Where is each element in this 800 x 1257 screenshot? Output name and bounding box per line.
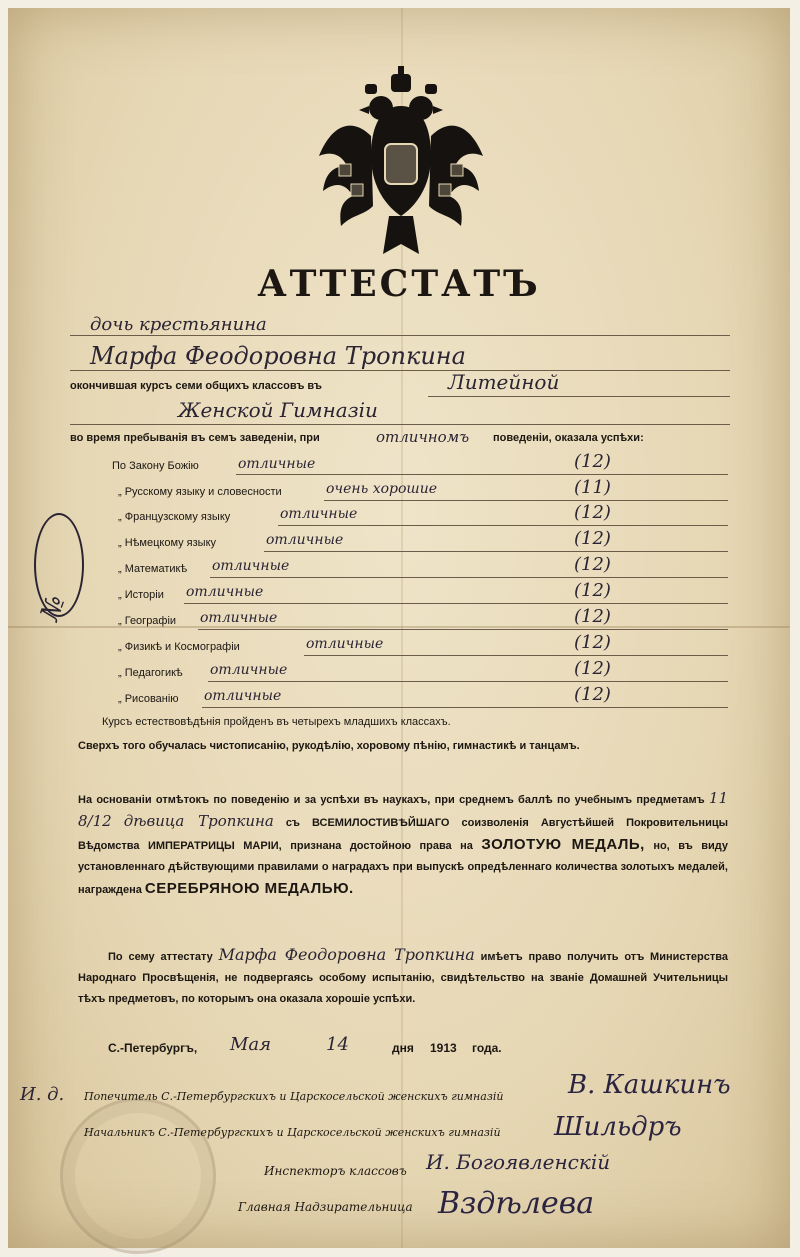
grade-mark: (12) <box>574 502 611 523</box>
signature: Вздѣлева <box>438 1186 595 1221</box>
rule-line <box>428 396 730 397</box>
natural-science-note: Курсъ естествовѣдѣнія пройденъ въ четырехъ младшихъ классахъ. <box>102 716 451 728</box>
grade-word: отличные <box>238 456 316 472</box>
signature-title: Начальникъ С.-Петербургскихъ и Царскосельской женскихъ гимназій <box>84 1126 501 1139</box>
subject-label: „ Французскому языку <box>118 511 231 523</box>
grade-mark: (12) <box>574 632 611 653</box>
double-headed-eagle-emblem <box>311 66 491 266</box>
rule-line <box>210 577 728 578</box>
date-month: Мая <box>230 1034 272 1055</box>
certificate-title: АТТЕСТАТЪ <box>257 263 541 305</box>
silver-medal-text: СЕРЕБРЯНОЮ МЕДАЛЬЮ. <box>144 880 354 897</box>
basis-text-part2: съ ВСЕМИЛОСТИВѢЙШАГО соизволенія Августѣйшей Покровительницы Вѣдомства ИМПЕРАТРИЦЫ МАРІИ, признана достойною права на <box>78 817 728 852</box>
rule-line <box>264 551 728 552</box>
grade-mark: (12) <box>574 684 611 705</box>
student-surname-inline: дѣвица Тропкина <box>123 812 274 830</box>
rule-line <box>70 335 730 336</box>
date-day: 14 <box>326 1034 349 1055</box>
rule-line <box>70 424 730 425</box>
basis-paragraph <box>78 788 728 901</box>
number-sign: № <box>35 591 72 625</box>
grade-mark: (12) <box>574 451 611 472</box>
rule-line <box>324 500 728 501</box>
rule-line <box>184 603 728 604</box>
date-year-word: года. <box>472 1041 502 1055</box>
subject-label: „ Исторіи <box>118 589 164 601</box>
cert-text: имѣетъ право получить отъ Министерства Народнаго Просвѣщенія, не подвергаясь особому испытанію, свидѣтельство на званіе Домашней Учительницы тѣхъ предметовъ, по которымъ она оказала хорошіе успѣхи. <box>78 951 728 1005</box>
rule-line <box>70 370 730 371</box>
rule-line <box>202 707 728 708</box>
grade-word: отличные <box>204 688 282 704</box>
grade-mark: (12) <box>574 580 611 601</box>
grade-word: отличные <box>280 506 358 522</box>
rule-line <box>208 681 728 682</box>
course-text: окончившая курсъ семи общихъ классовъ въ <box>70 380 322 392</box>
signature-title: Главная Надзирательница <box>238 1200 413 1214</box>
grade-word: отличные <box>200 610 278 626</box>
grade-word: очень хорошие <box>326 481 437 497</box>
rule-line <box>304 655 728 656</box>
school-name-line2: Женской Гимназіи <box>178 398 378 422</box>
cert-prefix: По сему аттестату <box>108 951 213 963</box>
date-day-word: дня <box>392 1041 414 1055</box>
subject-label: „ Русскому языку и словесности <box>118 486 282 498</box>
gold-medal-text: ЗОЛОТУЮ МЕДАЛЬ, <box>481 836 645 853</box>
grade-mark: (12) <box>574 554 611 575</box>
grade-mark: (12) <box>574 658 611 679</box>
basis-text-part1: На основаніи отмѣтокъ по поведенію и за успѣхи въ наукахъ, при среднемъ баллѣ по учебнымъ предметамъ <box>78 794 705 806</box>
certificate-page <box>8 8 790 1248</box>
rule-line <box>198 629 728 630</box>
signature: В. Кашкинъ <box>568 1070 731 1100</box>
rule-line <box>236 474 728 475</box>
subject-label: „ Географіи <box>118 615 177 627</box>
signature: И. Богоявленскій <box>426 1150 611 1174</box>
subject-label: „ Нѣмецкому языку <box>118 537 217 549</box>
date-year: 1913 <box>430 1041 457 1055</box>
behavior-prefix: во время пребыванія въ семъ заведеніи, при <box>70 432 320 444</box>
certificate-right-paragraph <box>78 944 728 1010</box>
basis-text-part3: но, въ виду установленнаго дѣйствующими правилами о наградахъ при выпускѣ опредѣленнаго количества золотыхъ медалей, награждена <box>78 840 728 896</box>
grade-word: отличные <box>266 532 344 548</box>
rule-line <box>278 525 728 526</box>
subject-label: „ Математикѣ <box>118 563 188 575</box>
student-origin: дочь крестьянина <box>90 314 267 335</box>
subject-label: „ Педагогикѣ <box>118 667 183 679</box>
place: С.-Петербургъ, <box>108 1041 198 1055</box>
student-name: Марфа Феодоровна Тропкина <box>90 342 466 370</box>
cert-student-name: Марфа Феодоровна Тропкина <box>218 945 475 964</box>
subject-label: „ Рисованію <box>118 693 179 705</box>
grade-word: отличные <box>186 584 264 600</box>
signature-title: Попечитель С.-Петербургскихъ и Царскосельской женскихъ гимназій <box>84 1090 504 1103</box>
subject-label: „ Физикѣ и Космографіи <box>118 641 240 653</box>
behavior-value: отличномъ <box>376 428 470 446</box>
average-score: 11 8/12 <box>78 789 728 830</box>
subject-label: По Закону Божію <box>112 460 199 472</box>
grade-word: отличные <box>306 636 384 652</box>
signature-title: Инспекторъ классовъ <box>264 1164 407 1178</box>
grade-mark: (12) <box>574 606 611 627</box>
acting-prefix: И. д. <box>20 1084 65 1105</box>
grade-mark: (12) <box>574 528 611 549</box>
additional-subjects: Сверхъ того обучалась чистописанію, рукодѣлію, хоровому пѣнію, гимнастикѣ и танцамъ. <box>78 740 580 752</box>
embossed-seal <box>60 1098 216 1254</box>
behavior-suffix: поведеніи, оказала успѣхи: <box>493 432 644 444</box>
school-name-line1: Литейной <box>448 370 560 394</box>
grade-mark: (11) <box>574 477 611 498</box>
signature: Шильдръ <box>554 1112 682 1142</box>
grade-word: отличные <box>212 558 290 574</box>
grade-word: отличные <box>210 662 288 678</box>
